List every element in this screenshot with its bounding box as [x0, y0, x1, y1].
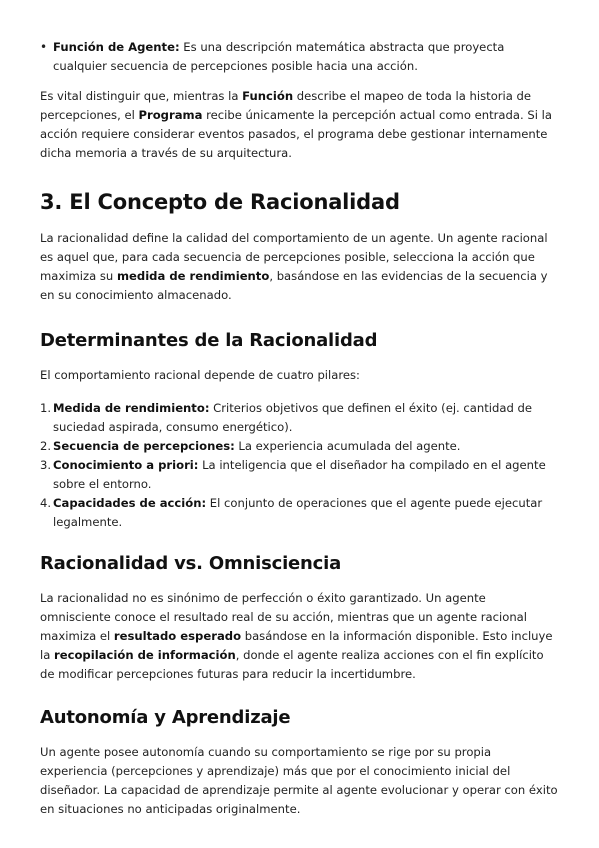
text-run: basándose en la información disponible. Esto incluye la	[40, 629, 553, 662]
text-run: La racionalidad no es sinónimo de perfección o éxito garantizado. Un agente omnisciente conoce el resultado real de su acción, mientras que un agente racional maximiza el	[40, 591, 527, 643]
text-run: , donde el agente realiza acciones con el fin explícito de modificar percepciones futuras para reducir la incertidumbre.	[40, 648, 544, 681]
section-3-heading: 3. El Concepto de Racionalidad	[40, 190, 400, 214]
bold-term: Secuencia de percepciones:	[53, 439, 235, 453]
text-run: Es vital distinguir que, mientras la	[40, 89, 243, 103]
text-run: La racionalidad define la calidad del comportamiento de un agente. Un agente racional es aquel que, para cada secuencia de percepciones posible, selecciona la acción que maximiza su	[40, 231, 548, 283]
list-item-text: Criterios objetivos que definen el éxito (ej. cantidad de suciedad aspirada, consumo energético).	[53, 401, 533, 434]
determinantes-heading: Determinantes de la Racionalidad	[40, 330, 378, 351]
bold-term: Medida de rendimiento:	[53, 401, 210, 415]
autonomia-paragraph: Un agente posee autonomía cuando su comportamiento se rige por su propia experiencia (percepciones y aprendizaje) más que por el conocimiento inicial del diseñador. La capacidad de aprendizaje permite al agente evolucionar y operar con éxito en situaciones no anticipadas originalmente.	[40, 745, 558, 816]
bold-term: resultado esperado	[113, 629, 242, 643]
list-number: 3.	[40, 458, 52, 472]
list-item-text: La inteligencia que el diseñador ha compilado en el agente sobre el entorno.	[53, 458, 546, 491]
bold-term: medida de rendimiento	[116, 269, 270, 283]
rationality-definition-paragraph	[40, 229, 559, 305]
list-item	[40, 437, 559, 456]
list-number: 1.	[40, 401, 52, 415]
bold-term: Conocimiento a priori:	[53, 458, 199, 472]
text-run: , basándose en las evidencias de la secuencia y en su conocimiento almacenado.	[40, 269, 548, 302]
list-item-text: El conjunto de operaciones que el agente puede ejecutar legalmente.	[53, 496, 543, 529]
function-vs-program-paragraph	[40, 87, 559, 163]
list-number: 2.	[40, 439, 52, 453]
list-item-text: Es una descripción matemática abstracta que proyecta cualquier secuencia de percepciones posible hacia una acción.	[53, 40, 505, 73]
bold-term: Función	[242, 89, 294, 103]
term-agent-function: Función de Agente:	[53, 40, 180, 54]
determinantes-lead: El comportamiento racional depende de cuatro pilares:	[40, 368, 360, 382]
omnisciencia-paragraph	[40, 589, 559, 684]
list-item	[40, 494, 559, 532]
list-number: 4.	[40, 496, 52, 510]
bold-term: Programa	[138, 108, 203, 122]
bold-term: Capacidades de acción:	[53, 496, 207, 510]
list-item	[53, 38, 559, 76]
list-item-text: La experiencia acumulada del agente.	[234, 439, 461, 453]
determinantes-list	[40, 399, 559, 532]
text-run: recibe únicamente la percepción actual como entrada. Si la acción requiere considerar eventos pasados, el programa debe gestionar internamente dicha memoria a través de su arquitectura.	[40, 108, 552, 160]
bold-term: recopilación de información	[54, 648, 236, 662]
agent-function-list	[40, 38, 559, 76]
autonomia-heading: Autonomía y Aprendizaje	[40, 707, 291, 728]
text-run: describe el mapeo de toda la historia de percepciones, el	[40, 89, 532, 122]
list-item	[40, 399, 559, 437]
omnisciencia-heading: Racionalidad vs. Omnisciencia	[40, 553, 342, 574]
list-item	[40, 456, 559, 494]
